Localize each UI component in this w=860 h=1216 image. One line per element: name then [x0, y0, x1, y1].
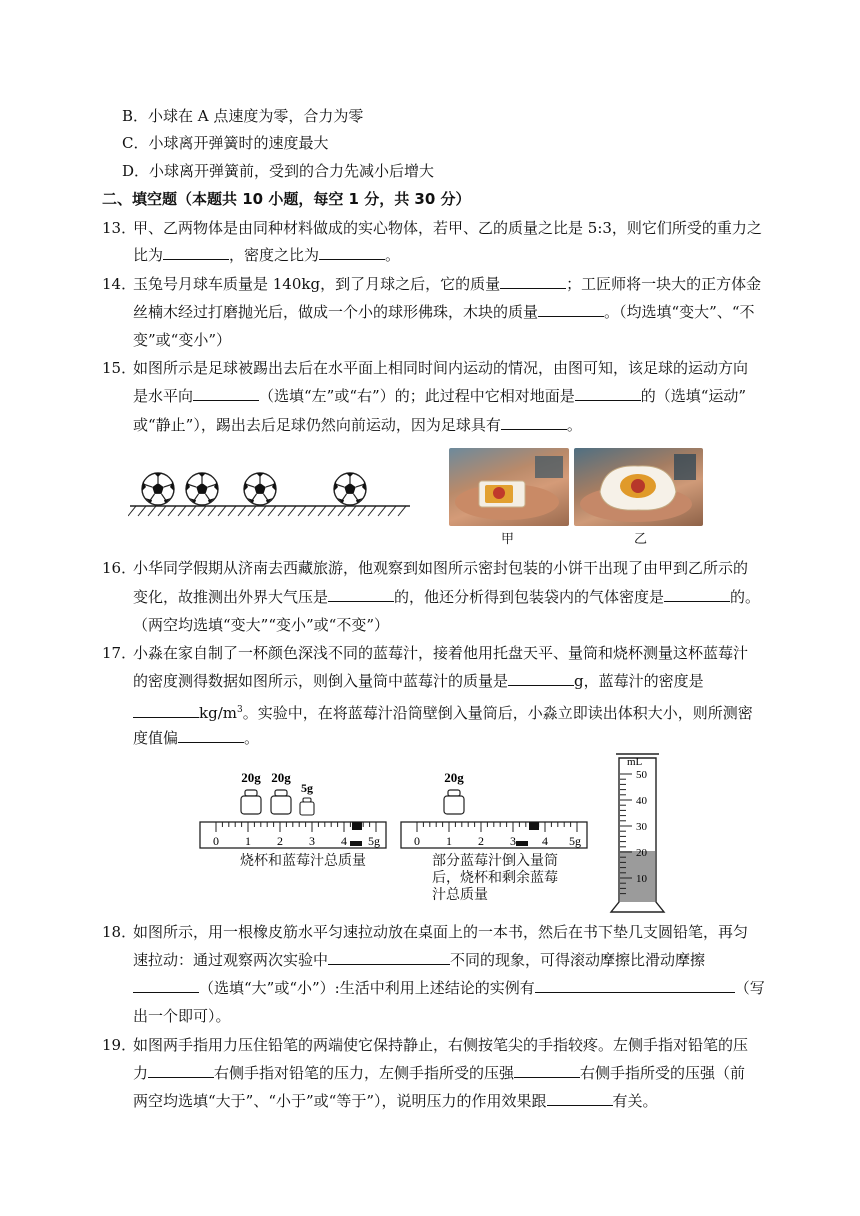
q15-text-a: 是水平向 — [133, 387, 194, 405]
caption-yi: 乙 — [634, 531, 648, 546]
q18-text-b: 不同的现象，可得滚动摩擦比滑动摩擦 — [450, 951, 706, 969]
weight-5g-icon — [300, 798, 314, 815]
scale-tick-label: 1 — [245, 834, 251, 848]
q17-line3 — [133, 700, 753, 723]
q19-text-a: 力 — [133, 1064, 149, 1082]
q17-text-c: 。实验中，在将蓝莓汁沿筒壁倒入量筒后，小淼立即读出体积大小，则所测密 — [242, 704, 753, 722]
fig17-caption-left: 烧杯和蓝莓汁总质量 — [240, 852, 366, 868]
q19-line2 — [133, 1063, 745, 1083]
answer-blank — [575, 386, 641, 401]
rider-marker — [529, 822, 539, 830]
q17-number: 17． — [102, 644, 137, 662]
answer-blank — [664, 587, 730, 602]
cylinder-unit: mL — [627, 756, 643, 768]
q17-line2 — [133, 671, 704, 691]
q17-text-a: 的密度测得数据如图所示，则倒入量筒中蓝莓汁的质量是 — [133, 672, 509, 690]
q15-line3 — [133, 415, 582, 435]
soccer-ball — [186, 473, 218, 505]
answer-blank — [319, 245, 385, 260]
option-d: D．小球离开弹簧前，受到的合力先减小后增大 — [122, 162, 435, 180]
cylinder-mark-label: 40 — [636, 795, 647, 807]
q19-line3 — [133, 1091, 658, 1111]
scale-tick-label: 1 — [446, 834, 452, 848]
answer-blank — [538, 302, 604, 317]
soccer-ball — [334, 473, 366, 505]
soccer-ball-figure — [128, 463, 412, 523]
scale-tick-label: 5g — [569, 834, 581, 848]
photo-jia — [449, 448, 569, 526]
q14-text-a: 玉兔号月球车质量是 140kg，到了月球之后，它的质量 — [133, 275, 501, 293]
cylinder-mark-label: 20 — [636, 847, 647, 859]
q16-number: 16． — [102, 559, 137, 577]
q16-line2 — [133, 587, 760, 607]
scale-tick-label: 0 — [213, 834, 219, 848]
answer-blank — [501, 415, 567, 430]
rider-marker — [352, 822, 362, 830]
q14-number: 14． — [102, 275, 137, 293]
rider-marker — [516, 841, 528, 846]
q13-line2 — [133, 245, 400, 265]
fig17-caption-right-3: 汁总质量 — [432, 886, 488, 902]
answer-blank — [178, 728, 244, 743]
rider-scale-left — [200, 822, 386, 848]
answer-blank — [500, 274, 566, 289]
weight-label: 5g — [301, 781, 313, 795]
weight-20g-icon — [241, 790, 261, 814]
q18-line3 — [133, 978, 765, 998]
q16-text-b: 的，他还分析得到包装袋内的气体密度是 — [394, 588, 665, 606]
option-c: C．小球离开弹簧时的速度最大 — [122, 134, 329, 152]
q14-text-b: ；工匠师将一块大的正方体金 — [566, 275, 762, 293]
q15-line2 — [133, 386, 746, 406]
q13-text-c: 。 — [385, 246, 401, 264]
q19-line1: 如图两手指用力压住铅笔的两端使它保持静止，右侧按笔尖的手指较疼。左侧手指对铅笔的压 — [133, 1036, 749, 1054]
weight-label: 20g — [271, 770, 291, 785]
q13-line1: 甲、乙两物体是由同种材料做成的实心物体，若甲、乙的质量之比是 5:3，则它们所受的重力之 — [133, 219, 762, 237]
q15-text-c: 的（选填“运动” — [640, 387, 747, 405]
q16-text-a: 变化，故推测出外界大气压是 — [133, 588, 329, 606]
q15-text-b: （选填“左”或“右”）的；此过程中它相对地面是 — [259, 387, 575, 405]
q16-line1: 小华同学假期从济南去西藏旅游，他观察到如图所示密封包装的小饼干出现了由甲到乙所示的 — [133, 559, 749, 577]
weight-label: 20g — [444, 770, 464, 785]
q17-line1: 小淼在家自制了一杯颜色深浅不同的蓝莓汁，接着他用托盘天平、量筒和烧杯测量这杯蓝莓汁 — [133, 644, 749, 662]
q17-unit-exponent: 3 — [236, 705, 243, 715]
snack-package-inflated-image — [574, 448, 703, 526]
cylinder-mark-label: 30 — [636, 821, 647, 833]
q13-text-b: ，密度之比为 — [229, 246, 320, 264]
q16-line3: （两空均选填“变大”“变小”或“不变”） — [133, 616, 390, 634]
q15-number: 15． — [102, 359, 137, 377]
cylinder-mark-label: 50 — [636, 769, 647, 781]
caption-jia: 甲 — [501, 531, 515, 546]
answer-blank — [133, 703, 199, 718]
snack-package-flat-image — [449, 448, 569, 526]
cylinder-mark-label: 10 — [636, 873, 647, 885]
q15-line1: 如图所示是足球被踢出去后在水平面上相同时间内运动的情况，由图可知，该足球的运动方向 — [133, 359, 749, 377]
answer-blank — [514, 1063, 580, 1078]
q18-line2 — [133, 950, 705, 970]
q14-line1 — [133, 274, 761, 294]
fig17-caption-right-2: 后，烧杯和剩余蓝莓 — [432, 869, 558, 885]
q19-text-c: 右侧手指所受的压强（前 — [580, 1064, 746, 1082]
q14-line3: 变”或“变小”） — [133, 331, 232, 349]
q17-unit: kg/m — [199, 704, 237, 722]
q19-number: 19． — [102, 1036, 137, 1054]
q18-text-d: （写 — [734, 979, 765, 997]
scale-tick-label: 5g — [368, 834, 380, 848]
q18-text-c: （选填“大”或“小”）:生活中利用上述结论的实例有 — [199, 979, 535, 997]
rider-marker — [350, 841, 362, 846]
q17-text-b: g，蓝莓汁的密度是 — [574, 672, 704, 690]
answer-blank — [148, 1063, 214, 1078]
answer-blank — [163, 245, 229, 260]
scale-tick-label: 3 — [510, 834, 516, 848]
answer-blank — [328, 587, 394, 602]
soccer-ball — [244, 473, 276, 505]
q17-text-e: 。 — [244, 729, 260, 747]
q13-text-a: 比为 — [133, 246, 164, 264]
q19-text-b: 右侧手指对铅笔的压力，左侧手指所受的压强 — [214, 1064, 515, 1082]
graduated-cylinder — [611, 754, 664, 912]
scale-tick-label: 4 — [542, 834, 548, 848]
q14-text-c: 丝楠木经过打磨抛光后，做成一个小的球形佛珠，木块的质量 — [133, 303, 539, 321]
q15-text-d: 或“静止”），踢出去后足球仍然向前运动，因为足球具有 — [133, 416, 501, 434]
option-b: B．小球在 A 点速度为零，合力为零 — [122, 107, 364, 125]
photo-yi — [574, 448, 703, 526]
ground-hatching — [128, 506, 406, 516]
q13-number: 13． — [102, 219, 137, 237]
answer-blank — [508, 671, 574, 686]
answer-blank — [328, 950, 450, 965]
weight-20g-icon — [444, 790, 464, 814]
q18-line4: 出一个即可）。 — [133, 1007, 231, 1025]
scale-tick-label: 3 — [309, 834, 315, 848]
q17-line4 — [133, 728, 259, 748]
section-heading: 二、填空题（本题共 10 小题，每空 1 分，共 30 分） — [102, 190, 471, 208]
answer-blank — [193, 386, 259, 401]
answer-blank — [133, 978, 199, 993]
q19-text-d: 两空均选填“大于”、“小于”或“等于”），说明压力的作用效果跟 — [133, 1092, 547, 1110]
q19-text-e: 有关。 — [612, 1092, 658, 1110]
answer-blank — [547, 1091, 613, 1106]
fig17-caption-right-1: 部分蓝莓汁倒入量筒 — [432, 852, 558, 868]
q18-number: 18． — [102, 923, 137, 941]
q15-text-e: 。 — [566, 416, 582, 434]
q14-line2 — [133, 302, 755, 322]
q16-text-c: 的。 — [730, 588, 761, 606]
scale-tick-label: 2 — [478, 834, 484, 848]
density-experiment-figure — [196, 748, 666, 916]
q17-text-d: 度值偏 — [133, 729, 179, 747]
soccer-ball — [142, 473, 174, 505]
scale-tick-label: 0 — [414, 834, 420, 848]
q18-line1: 如图所示，用一根橡皮筋水平匀速拉动放在桌面上的一本书，然后在书下垫几支圆铅笔，再匀 — [133, 923, 749, 941]
scale-tick-label: 4 — [341, 834, 347, 848]
q18-text-a: 速拉动：通过观察两次实验中 — [133, 951, 329, 969]
q14-text-d: 。（均选填“变大”、“不 — [604, 303, 755, 321]
weight-20g-icon — [271, 790, 291, 814]
scale-tick-label: 2 — [277, 834, 283, 848]
rider-scale-right — [401, 822, 587, 848]
weight-label: 20g — [241, 770, 261, 785]
answer-blank — [535, 978, 735, 993]
